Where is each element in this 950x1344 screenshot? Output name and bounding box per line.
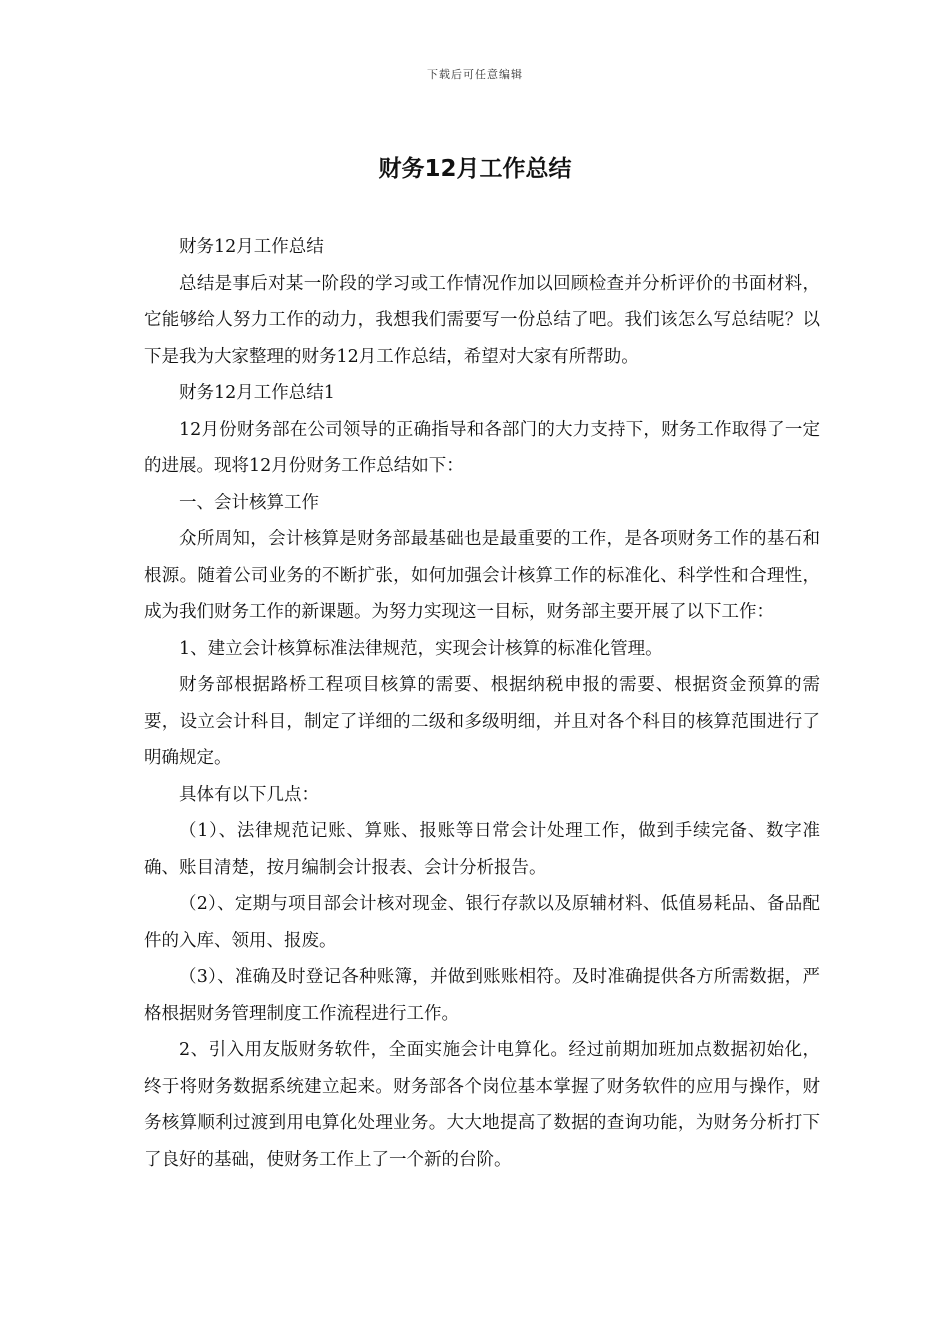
paragraph: 一、会计核算工作 [179,492,319,513]
paragraph: 12月份财务部在公司领导的正确指导和各部门的大力支持下，财务工作取得了一定的进展。现将12月份财务工作总结如下： [144,419,820,476]
header-note: 下载后可任意编辑 [427,68,523,81]
paragraph: 财务部根据路桥工程项目核算的需要、根据纳税申报的需要、根据资金预算的需要，设立会计科目，制定了详细的二级和多级明细，并且对各个科目的核算范围进行了明确规定。 [144,675,820,768]
document-title: 财务12月工作总结 [378,156,572,182]
paragraph: 众所周知，会计核算是财务部最基础也是最重要的工作，是各项财务工作的基石和根源。随着公司业务的不断扩张，如何加强会计核算工作的标准化、科学性和合理性，成为我们财务工作的新课题。为努力实现这一目标，财务部主要开展了以下工作： [144,529,820,622]
paragraph: （2）、定期与项目部会计核对现金、银行存款以及原辅材料、低值易耗品、备品配件的入库、领用、报废。 [144,894,820,951]
document-body [144,229,820,1178]
paragraph: （1）、法律规范记账、算账、报账等日常会计处理工作，做到手续完备、数字准确、账目清楚，按月编制会计报表、会计分析报告。 [144,821,820,878]
paragraph: 财务12月工作总结 [179,237,324,257]
paragraph: 总结是事后对某一阶段的学习或工作情况作加以回顾检查并分析评价的书面材料，它能够给人努力工作的动力，我想我们需要写一份总结了吧。我们该怎么写总结呢？以下是我为大家整理的财务12月工作总结，希望对大家有所帮助。 [144,273,820,367]
paragraph: （3）、准确及时登记各种账簿，并做到账账相符。及时准确提供各方所需数据，严格根据财务管理制度工作流程进行工作。 [144,967,820,1024]
paragraph: 1、建立会计核算标准法律规范，实现会计核算的标准化管理。 [179,638,663,659]
paragraph: 具体有以下几点： [179,784,319,805]
paragraph: 2、引入用友版财务软件，全面实施会计电算化。经过前期加班加点数据初始化，终于将财务数据系统建立起来。财务部各个岗位基本掌握了财务软件的应用与操作，财务核算顺利过渡到用电算化处理业务。大大地提高了数据的查询功能，为财务分析打下了良好的基础，使财务工作上了一个新的台阶。 [144,1040,820,1170]
paragraph: 财务12月工作总结1 [179,383,335,403]
